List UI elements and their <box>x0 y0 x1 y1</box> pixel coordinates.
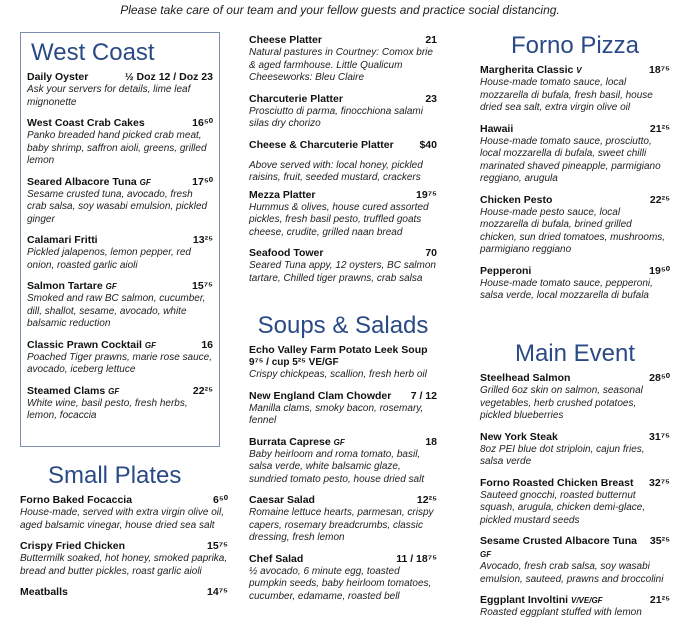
menu-item-name: New York Steak <box>480 430 558 443</box>
menu-item-header <box>27 71 213 84</box>
dietary-tag: V/VE/GF <box>571 596 603 605</box>
menu-item-name: Margherita Classic V <box>480 64 582 76</box>
menu-item-name: Chef Salad <box>249 552 304 565</box>
menu-item-price: 12²⁵ <box>416 494 437 506</box>
menu-item-description: Seared Tuna appy, 12 oysters, BC salmon tartare, Chilled tiger prawns, crab salsa <box>249 260 436 284</box>
menu-item <box>249 494 437 545</box>
menu-item-description: House-made pesto sauce, local mozzarella di bufala, brined grilled chicken, sun dried tomatoes, mushrooms, parmigiano reggiano <box>480 206 666 255</box>
menu-item-price: 15⁷⁵ <box>207 540 228 552</box>
menu-item <box>27 339 213 377</box>
menu-item-price: $40 <box>419 138 437 151</box>
menu-item-header <box>480 372 670 385</box>
menu-item-header <box>20 540 228 553</box>
menu-item <box>249 189 437 240</box>
menu-item-name: New England Clam Chowder <box>249 389 392 402</box>
menu-item-description: White wine, basil pesto, fresh herbs, lemon, focaccia <box>27 397 188 421</box>
soups-title: Soups & Salads <box>257 312 429 339</box>
menu-item <box>249 139 437 152</box>
dietary-tag: GF <box>144 340 156 350</box>
menu-item-price: 17⁵⁰ <box>192 175 213 188</box>
menu-item <box>27 176 213 227</box>
menu-item-price: 23 <box>425 92 437 105</box>
menu-item-header <box>480 535 670 561</box>
main-event-title: Main Event <box>514 340 636 367</box>
menu-item <box>480 477 670 528</box>
menu-item-price: 14⁷⁵ <box>207 586 228 598</box>
menu-item-price: 19⁵⁰ <box>649 264 670 277</box>
menu-item-name: Pepperoni <box>480 264 532 277</box>
menu-item-description: ½ avocado, 6 minute egg, toasted pumpkin seeds, baby heirloom tomatoes, cucumber, edamame, roasted bell <box>249 565 432 602</box>
menu-item-header <box>249 93 437 106</box>
menu-item-header <box>249 436 437 449</box>
menu-item-description: House-made tomato sauce, pepperoni, salsa verde, local mozzarella di bufala <box>480 277 653 301</box>
menu-item <box>27 385 213 423</box>
menu-item-name: Cheese & Charcuterie Platter <box>249 138 394 151</box>
menu-item-description: Sesame crusted tuna, avocado, fresh crab salsa, soy wasabi emulsion, pickled ginger <box>27 188 208 225</box>
menu-item-price: 22²⁵ <box>192 384 213 397</box>
menu-item-name: Calamari Fritti <box>27 234 98 246</box>
menu-item-description: 8oz PEI blue dot striploin, cajun fries, salsa verde <box>480 443 645 467</box>
menu-item-header <box>27 280 213 293</box>
menu-item-price: 35²⁵ <box>649 535 670 547</box>
menu-item-price: 6⁵⁰ <box>213 494 228 506</box>
menu-item-name: Steamed Clams GF <box>27 384 120 397</box>
menu-item-header <box>249 247 437 260</box>
soups-list <box>249 344 437 603</box>
menu-item <box>480 431 670 469</box>
menu-item-header <box>480 194 670 207</box>
menu-item-description: Hummus & olives, house cured assorted pickles, fresh basil pesto, truffled goats cheese, crudite, grilled naan bread <box>249 201 429 238</box>
menu-item-header <box>480 265 670 278</box>
menu-item <box>20 540 228 578</box>
menu-item <box>480 594 670 620</box>
menu-item-description: Romaine lettuce hearts, parmesan, crispy capers, rosemary breadcrumbs, classic dressing, fresh lemon <box>249 507 434 543</box>
menu-item <box>27 117 213 168</box>
menu-item <box>249 436 437 487</box>
soups-section <box>249 312 437 603</box>
menu-item <box>249 390 437 428</box>
platters-more-list <box>249 189 437 286</box>
pizza-title: Forno Pizza <box>510 32 640 59</box>
menu-item <box>20 494 228 532</box>
dietary-tag: V <box>576 66 582 75</box>
menu-item-name: West Coast Crab Cakes <box>27 117 145 129</box>
menu-item-name: Seared Albacore Tuna GF <box>27 175 151 188</box>
menu-item-header <box>20 586 228 599</box>
menu-item-price: 32⁷⁵ <box>649 476 670 489</box>
menu-item-price: 19⁷⁵ <box>416 188 437 201</box>
menu-item-name: Eggplant Involtini V/VE/GF <box>480 594 603 606</box>
menu-item <box>480 64 670 115</box>
menu-item-name: Sesame Crusted Albacore Tuna GF <box>480 535 637 559</box>
menu-item <box>249 93 437 131</box>
menu-item-name: Forno Roasted Chicken Breast <box>480 476 634 489</box>
menu-item-description: Natural pastures in Courtney: Comox brie & aged farmhouse. Little Qualicum Cheeseworks: Bleu Claire <box>249 47 433 83</box>
menu-item-price: 13²⁵ <box>192 234 213 246</box>
menu-item-name: Charcuterie Platter <box>249 92 343 105</box>
menu-item-header <box>249 494 437 507</box>
platters-section <box>249 30 437 285</box>
menu-item-header <box>249 390 437 403</box>
menu-item-name: Chicken Pesto <box>480 193 553 206</box>
menu-item-price: ½ Doz 12 / Doz 23 <box>124 71 213 83</box>
menu-item-header <box>27 339 213 352</box>
dietary-tag: GF <box>480 550 492 559</box>
menu-item-header <box>27 117 213 130</box>
dietary-tag: GF <box>333 437 345 447</box>
menu-item-header <box>249 553 437 566</box>
menu-item-price: 7 / 12 <box>410 389 437 402</box>
dietary-tag: GF <box>105 282 117 291</box>
menu-item-portion: 9⁷⁵ / cup 5²⁵ VE/GF <box>249 357 339 368</box>
main-event-list <box>480 372 670 620</box>
menu-item <box>27 71 213 109</box>
menu-item-name: Cheese Platter <box>249 34 322 46</box>
dietary-tag: GF <box>139 177 151 187</box>
menu-item-price: 31⁷⁵ <box>649 430 670 443</box>
small-plates-title: Small Plates <box>48 462 182 489</box>
menu-item-description: Crispy chickpeas, scallion, fresh herb oil <box>249 369 427 380</box>
menu-item-description: Prosciutto di parma, finocchiona salami silas dry chorizo <box>249 105 423 129</box>
menu-item-description: Manilla clams, smoky bacon, rosemary, fennel <box>249 402 424 426</box>
menu-item <box>480 123 670 186</box>
pizza-list <box>480 64 670 303</box>
main-event-section <box>480 340 670 620</box>
menu-item-header <box>249 189 437 202</box>
menu-item-price: 16⁵⁰ <box>192 117 213 129</box>
menu-item <box>480 194 670 257</box>
menu-item-price: 15⁷⁵ <box>192 280 213 292</box>
menu-item-description: Roasted eggplant stuffed with lemon <box>480 607 642 618</box>
menu-item-name: Meatballs <box>20 586 68 598</box>
menu-item-header <box>480 123 670 136</box>
menu-item-description: Grilled 6oz skin on salmon, seasonal vegetables, herb crushed potatoes, pickled blueberries <box>480 385 643 421</box>
menu-item-header <box>249 34 437 47</box>
menu-item-description: Pickled jalapenos, lemon pepper, red onion, roasted garlic aioli <box>27 247 191 271</box>
menu-item <box>249 247 437 285</box>
menu-item-name: Daily Oyster <box>27 71 89 83</box>
pizza-section <box>480 32 670 303</box>
menu-item-header <box>27 176 213 189</box>
menu-item <box>480 372 670 423</box>
menu-item-price: 70 <box>425 247 437 259</box>
menu-item-header <box>27 234 213 247</box>
platters-list <box>249 34 437 152</box>
menu-item-header <box>480 64 670 77</box>
menu-item-description: Buttermilk soaked, hot honey, smoked paprika, bread and butter pickles, roast garlic aioli <box>20 553 228 577</box>
menu-item-name: Caesar Salad <box>249 494 315 506</box>
menu-item <box>27 280 213 331</box>
menu-item <box>480 535 670 586</box>
menu-item-name: Seafood Tower <box>249 247 324 259</box>
menu-item-price: 21²⁵ <box>649 594 670 606</box>
menu-item-name: Burrata Caprese GF <box>249 435 345 448</box>
menu-item-price: 11 / 18⁷⁵ <box>396 552 437 565</box>
menu-item-price: 16 <box>201 338 213 351</box>
menu-item-name: Mezza Platter <box>249 188 316 201</box>
menu-item-price: 18 <box>425 435 437 448</box>
platters-note: Above served with: local honey, pickled raisins, fruit, seeded mustard, crackers <box>249 159 423 183</box>
menu-item-description: Sauteed gnocchi, roasted butternut squash, arugula, chicken demi-glace, pickled mustard seeds <box>480 489 646 526</box>
menu-item <box>480 265 670 303</box>
menu-item-name: Hawaii <box>480 122 514 135</box>
menu-item-price: 18⁷⁵ <box>649 64 670 76</box>
small-plates-list <box>20 494 228 599</box>
menu-item-description: House-made tomato sauce, local mozzarella di bufala, fresh basil, house dried sea salt, extra virgin olive oil <box>480 77 653 113</box>
menu-item-header <box>480 594 670 607</box>
menu-item-name: Crispy Fried Chicken <box>20 540 126 552</box>
menu-item-description: Panko breaded hand picked crab meat, baby shrimp, saffron aioli, greens, grilled lemon <box>27 130 207 166</box>
dietary-tag: GF <box>108 386 120 396</box>
menu-item-header <box>480 477 670 490</box>
menu-item-description: Ask your servers for details, lime leaf mignonette <box>27 84 191 108</box>
west-coast-title: West Coast <box>31 39 155 66</box>
menu-item-price: 21 <box>425 34 437 46</box>
social-distancing-notice: Please take care of our team and your fellow guests and practice social distancing. <box>120 3 560 17</box>
menu-item-price: 28⁵⁰ <box>649 372 670 384</box>
menu-item-price: 21²⁵ <box>649 122 670 135</box>
menu-item <box>20 586 228 599</box>
small-plates-section <box>20 462 228 599</box>
menu-item-header <box>249 139 437 152</box>
menu-item-header <box>27 385 213 398</box>
menu-item-description: House-made, served with extra virgin olive oil, aged balsamic vinegar, house dried sea salt <box>20 507 224 531</box>
menu-item-description: Poached Tiger prawns, marie rose sauce, avocado, iceberg lettuce <box>27 351 212 375</box>
west-coast-section <box>20 32 220 447</box>
menu-item-description: House-made tomato sauce, prosciutto, local mozzarella di bufala, sweet chilli marinated shaved pineapple, parmigiano reggiano, arugula <box>480 135 661 184</box>
menu-item-description: Baby heirloom and roma tomato, basil, salsa verde, white balsamic glaze, sundried tomato pesto, house dried salt <box>249 448 425 485</box>
menu-item-name: Salmon Tartare GF <box>27 280 117 292</box>
menu-item-name: Steelhead Salmon <box>480 372 571 384</box>
menu-item <box>249 344 437 382</box>
menu-item <box>249 553 437 604</box>
menu-item-price: 22²⁵ <box>649 193 670 206</box>
menu-item-name: Echo Valley Farm Potato Leek Soup <box>249 344 428 356</box>
menu-item <box>249 34 437 85</box>
west-coast-list <box>27 71 213 423</box>
menu-item-description: Smoked and raw BC salmon, cucumber, dill, shallot, sesame, avocado, white balsamic reduction <box>27 293 206 329</box>
menu-item-description: Avocado, fresh crab salsa, soy wasabi emulsion, sauteed, prawns and broccolini <box>480 561 664 585</box>
menu-item-header <box>480 431 670 444</box>
menu-item-header <box>249 344 437 357</box>
menu-item-name: Forno Baked Focaccia <box>20 494 133 506</box>
menu-item <box>27 234 213 272</box>
menu-item-name: Classic Prawn Cocktail GF <box>27 338 156 351</box>
menu-item-header <box>20 494 228 507</box>
